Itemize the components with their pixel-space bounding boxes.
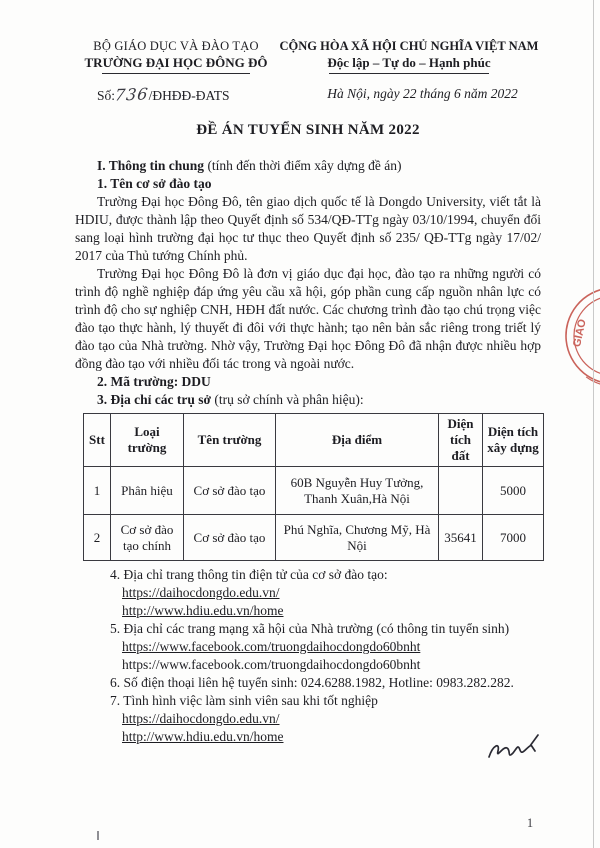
document-number-suffix: /ĐHĐĐ-ĐATS xyxy=(148,88,230,103)
cell-loai-truong: Cơ sở đào tạo chính xyxy=(111,515,184,561)
cell-dien-tich-xay-dung: 5000 xyxy=(483,467,544,515)
table-header-dia-diem: Địa điểm xyxy=(276,414,439,467)
website-link[interactable]: http://www.hdiu.edu.vn/home xyxy=(122,603,284,618)
table-header-row xyxy=(84,414,544,467)
paragraph-history: Trường Đại học Đông Đô, tên giao dịch quốc tế là Dongdo University, viết tắt là HDIU, được thành lập theo Quyết định số 534/QĐ-TTg ngày 03/10/1994, chuyển đổi sang loại hình trường đại học tư thục theo Quyết định số 235/ QĐ-TTg ngày 17/02/ 2017 của Thủ tướng Chính phủ. xyxy=(75,194,541,263)
item-6-label: 6. Số điện thoại liên hệ tuyển sinh: 024.6288.1982, Hotline: 0983.282.282. xyxy=(110,675,514,690)
item-4-label: 4. Địa chỉ trang thông tin điện tử của cơ sở đào tạo: xyxy=(110,567,388,582)
campus-address-table xyxy=(83,413,544,561)
facebook-link[interactable]: https://www.facebook.com/truongdaihocdongdo60bnht xyxy=(122,657,421,672)
document-number xyxy=(97,85,230,104)
university-name: TRƯỜNG ĐẠI HỌC ĐÔNG ĐÔ xyxy=(84,55,268,70)
section-heading-rest: (tính đến thời điểm xây dựng đề án) xyxy=(204,158,402,173)
cell-ten-truong: Cơ sở đào tạo xyxy=(184,467,276,515)
section-heading-bold: I. Thông tin chung xyxy=(97,158,205,173)
table-header-stt: Stt xyxy=(84,414,111,467)
scan-artifact-tick xyxy=(97,831,99,840)
cell-dien-tich-xay-dung: 7000 xyxy=(483,515,544,561)
cell-loai-truong: Phân hiệu xyxy=(111,467,184,515)
cell-dia-diem: 60B Nguyễn Huy Tưởng, Thanh Xuân,Hà Nội xyxy=(276,467,439,515)
letterhead-issuer xyxy=(78,39,274,74)
national-motto: Độc lập – Tự do – Hạnh phúc xyxy=(327,55,491,70)
page-number: 1 xyxy=(526,816,534,830)
cell-dia-diem: Phú Nghĩa, Chương Mỹ, Hà Nội xyxy=(276,515,439,561)
signature-scribble xyxy=(483,731,547,769)
item-7-label: 7. Tình hình việc làm sinh viên sau khi tốt nghiệp xyxy=(110,693,378,708)
document-number-handwritten: 736 xyxy=(113,84,150,105)
table-row xyxy=(84,467,544,515)
ministry-name: BỘ GIÁO DỤC VÀ ĐÀO TẠO xyxy=(93,39,259,53)
place-date-line: Hà Nội, ngày 22 tháng 6 năm 2022 xyxy=(327,86,518,101)
document-body xyxy=(75,157,541,746)
subsection-2-heading: 2. Mã trường: DDU xyxy=(97,374,211,389)
subsection-3-heading xyxy=(75,391,541,409)
section-heading xyxy=(75,157,541,175)
item-5-label: 5. Địa chỉ các trang mạng xã hội của Nhà trường (có thông tin tuyển sinh) xyxy=(110,621,510,636)
document-title: ĐỀ ÁN TUYỂN SINH NĂM 2022 xyxy=(196,122,420,138)
cell-dien-tich-dat: 35641 xyxy=(439,515,483,561)
subsection-3-heading-rest: (trụ sở chính và phân hiệu): xyxy=(210,392,364,407)
paragraph-mission: Trường Đại học Đông Đô là đơn vị giáo dục đại học, đào tạo ra những người có trình độ nghề nghiệp đáp ứng yêu cầu xã hội, góp phần cung cấp nguồn nhân lực có trình độ cho sự nghiệp CNH, HĐH đất nước. Các chương trình đào tạo chú trọng việc đào tạo thực hành, lý thuyết đi đôi với thực hành; tạo nên bản sắc riêng trong triết lý đào tạo của Nhà trường. Nhờ vậy, Trường Đại học Đông Đô đã nhận được nhiều hợp đồng đào tạo với nhiều đối tác trong và ngoài nước. xyxy=(75,266,541,371)
scan-edge-line xyxy=(593,0,594,848)
website-link[interactable]: https://daihocdongdo.edu.vn/ xyxy=(122,585,280,600)
table-header-dien-tich-dat: Diện tích đất xyxy=(439,414,483,467)
subsection-3-heading-bold: 3. Địa chỉ các trụ sở xyxy=(97,392,211,407)
website-link[interactable]: https://daihocdongdo.edu.vn/ xyxy=(122,711,280,726)
cell-stt: 1 xyxy=(84,467,111,515)
table-header-ten-truong: Tên trường xyxy=(184,414,276,467)
cell-dien-tich-dat xyxy=(439,467,483,515)
issuer-underline-rule xyxy=(102,73,250,74)
cell-stt: 2 xyxy=(84,515,111,561)
national-title: CỘNG HÒA XÃ HỘI CHỦ NGHĨA VIỆT NAM xyxy=(279,39,539,53)
stamp-text: GIÁO xyxy=(571,318,589,349)
motto-underline-rule xyxy=(329,73,489,74)
table-row xyxy=(84,515,544,561)
table-header-dien-tich-xay-dung: Diện tích xây dựng xyxy=(483,414,544,467)
cell-ten-truong: Cơ sở đào tạo xyxy=(184,515,276,561)
subsection-1-heading: 1. Tên cơ sở đào tạo xyxy=(97,176,212,191)
website-link[interactable]: http://www.hdiu.edu.vn/home xyxy=(122,729,284,744)
table-header-loai-truong: Loại trường xyxy=(111,414,184,467)
document-number-label: Số: xyxy=(97,88,116,103)
letterhead-national xyxy=(274,39,544,74)
facebook-link[interactable]: https://www.facebook.com/truongdaihocdongdo60bnht xyxy=(122,639,421,654)
